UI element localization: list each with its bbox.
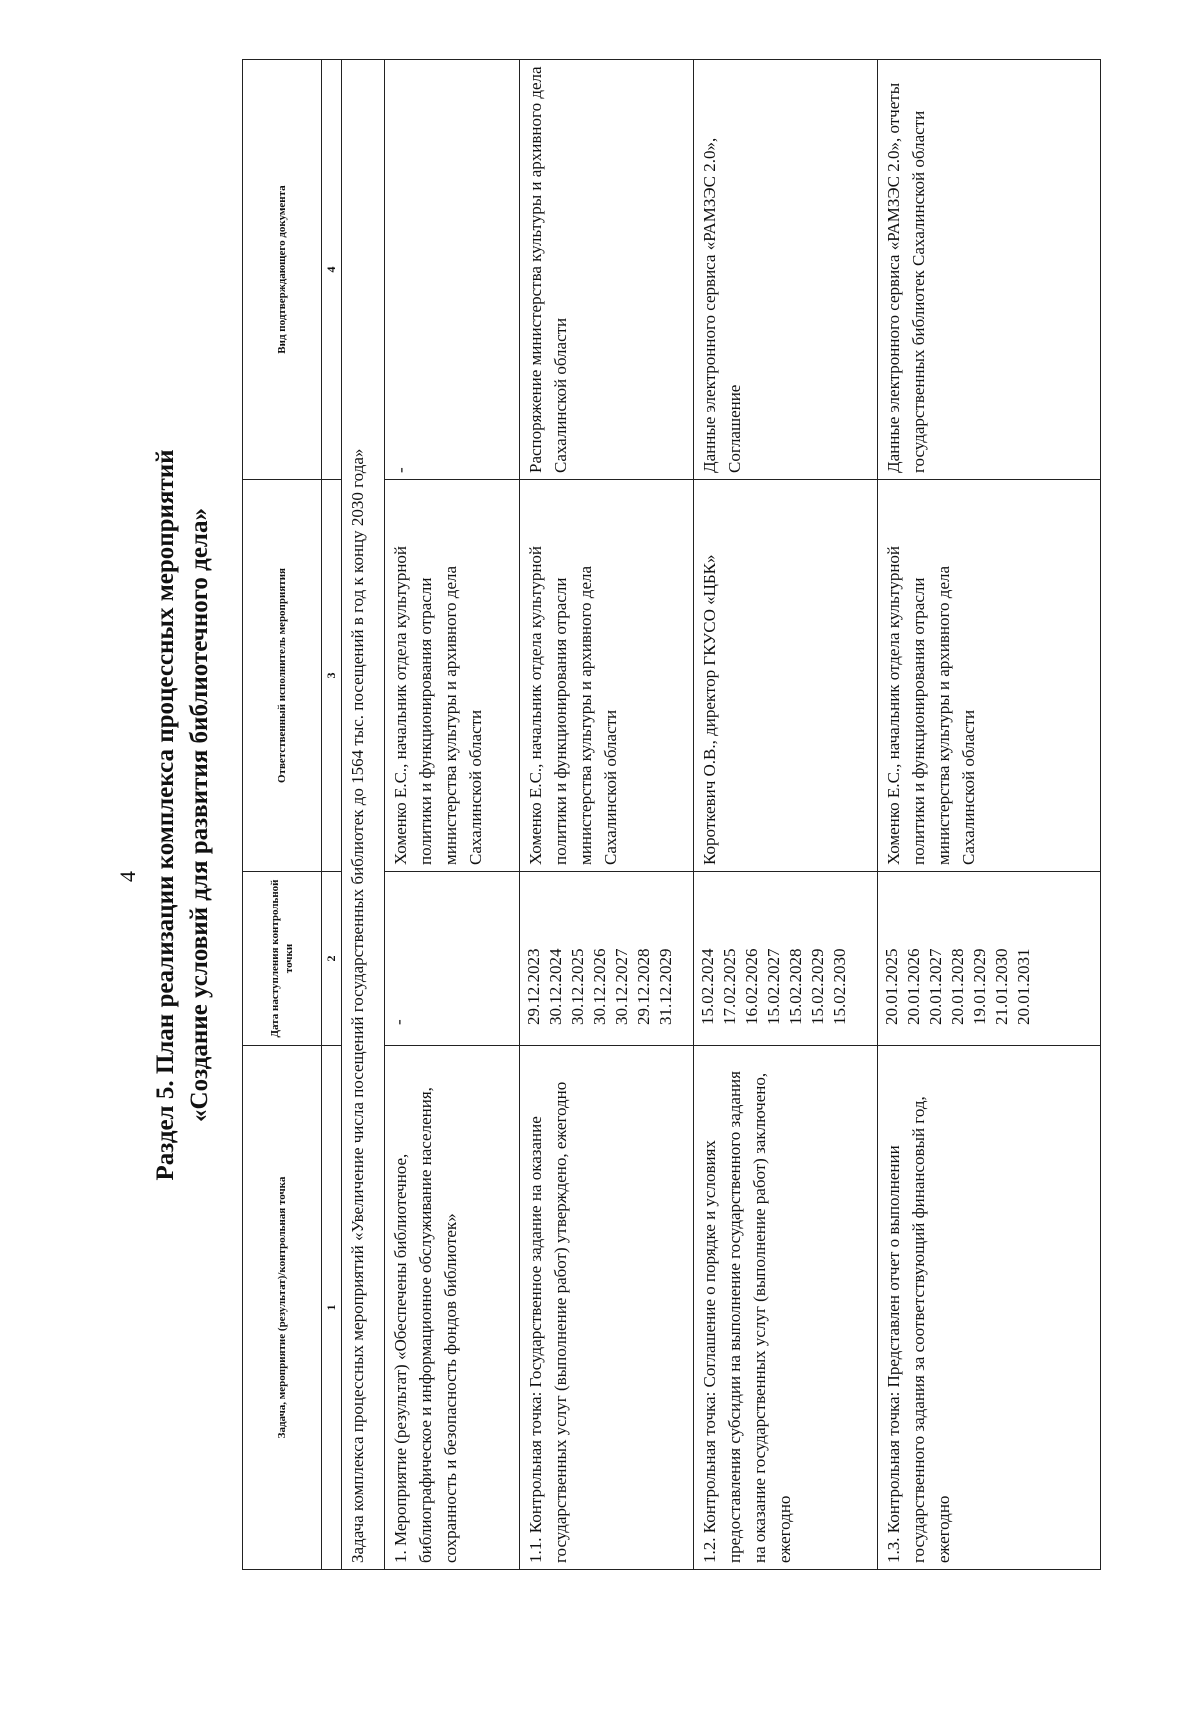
date: 20.01.2025 (882, 948, 901, 1025)
date: - (389, 1019, 408, 1025)
row-executor: Хоменко Е.С., начальник отдела культурной политики и функционирования отрасли министерства культуры и архивного дела Сахалинской области (385, 480, 520, 872)
date: 30.12.2027 (612, 948, 631, 1025)
date: 17.02.2025 (720, 948, 739, 1025)
date: 31.12.2029 (656, 948, 675, 1025)
task-text: Задача комплекса процессных мероприятий «Увеличение числа посещений государственных библиотек до 1564 тыс. посещений в год к концу 2030 года» (342, 60, 385, 1570)
date: 29.12.2023 (524, 948, 543, 1025)
date: 21.01.2030 (992, 948, 1011, 1025)
date: 20.01.2026 (904, 948, 923, 1025)
row-name: 1.3. Контрольная точка: Представлен отчет о выполнении государственного задания за соответствующий финансовый год, ежегодно (878, 1046, 1101, 1570)
date: 16.02.2026 (742, 948, 761, 1025)
table-row (385, 60, 520, 1570)
row-name: 1.1. Контрольная точка: Государственное задание на оказание государственных услуг (выполнение работ) утверждено, ежегодно (520, 1046, 694, 1570)
header-row (243, 60, 322, 1570)
date: 15.02.2024 (698, 948, 717, 1025)
row-document: Данные электронного сервиса «РАМЗЭС 2.0», Соглашение (694, 60, 878, 480)
section-title: Раздел 5. План реализации комплекса процессных мероприятий (152, 449, 179, 1181)
date: 29.12.2028 (634, 948, 653, 1025)
header-task: Задача, мероприятие (результат)/контрольная точка (243, 1046, 322, 1570)
table-row (694, 60, 878, 1570)
header-executor: Ответственный исполнитель мероприятия (243, 480, 322, 872)
date: 30.12.2024 (546, 948, 565, 1025)
row-dates (520, 872, 694, 1046)
column-number: 3 (322, 480, 342, 872)
column-number-row (322, 60, 342, 1570)
date: 20.01.2027 (926, 948, 945, 1025)
header-date: Дата наступления контрольной точки (243, 872, 322, 1046)
task-row (342, 60, 385, 1570)
plan-table (242, 59, 1101, 1570)
date: 15.02.2027 (764, 948, 783, 1025)
date: 15.02.2030 (830, 948, 849, 1025)
page-number: 4 (115, 871, 140, 882)
row-dates (694, 872, 878, 1046)
date: 15.02.2029 (808, 948, 827, 1025)
row-executor: Хоменко Е.С., начальник отдела культурной политики и функционирования отрасли министерства культуры и архивного дела Сахалинской области (878, 480, 1101, 872)
table-row (878, 60, 1101, 1570)
section-subtitle: «Создание условий для развития библиотечного дела» (186, 508, 213, 1122)
date: 20.01.2031 (1014, 948, 1033, 1025)
date: 20.01.2028 (948, 948, 967, 1025)
date: 15.02.2028 (786, 948, 805, 1025)
table-row (520, 60, 694, 1570)
row-name: 1.2. Контрольная точка: Соглашение о порядке и условиях предоставления субсидии на выполнение государственного задания на оказание государственных услуг (выполнение работ) заключено, ежегодно (694, 1046, 878, 1570)
date: 30.12.2025 (568, 948, 587, 1025)
row-dates (878, 872, 1101, 1046)
column-number: 2 (322, 872, 342, 1046)
row-name: 1. Мероприятие (результат) «Обеспечены библиотечное, библиографическое и информационное обслуживание населения, сохранность и безопасность фондов библиотек» (385, 1046, 520, 1570)
row-dates (385, 872, 520, 1046)
date: 19.01.2029 (970, 948, 989, 1025)
row-document: Данные электронного сервиса «РАМЗЭС 2.0», отчеты государственных библиотек Сахалинской области (878, 60, 1101, 480)
row-executor: Короткевич О.В., директор ГКУСО «ЦБК» (694, 480, 878, 872)
row-document: - (385, 60, 520, 480)
column-number: 1 (322, 1046, 342, 1570)
row-executor: Хоменко Е.С., начальник отдела культурной политики и функционирования отрасли министерства культуры и архивного дела Сахалинской области (520, 480, 694, 872)
date: 30.12.2026 (590, 948, 609, 1025)
column-number: 4 (322, 60, 342, 480)
row-document: Распоряжение министерства культуры и архивного дела Сахалинской области (520, 60, 694, 480)
header-document: Вид подтверждающего документа (243, 60, 322, 480)
